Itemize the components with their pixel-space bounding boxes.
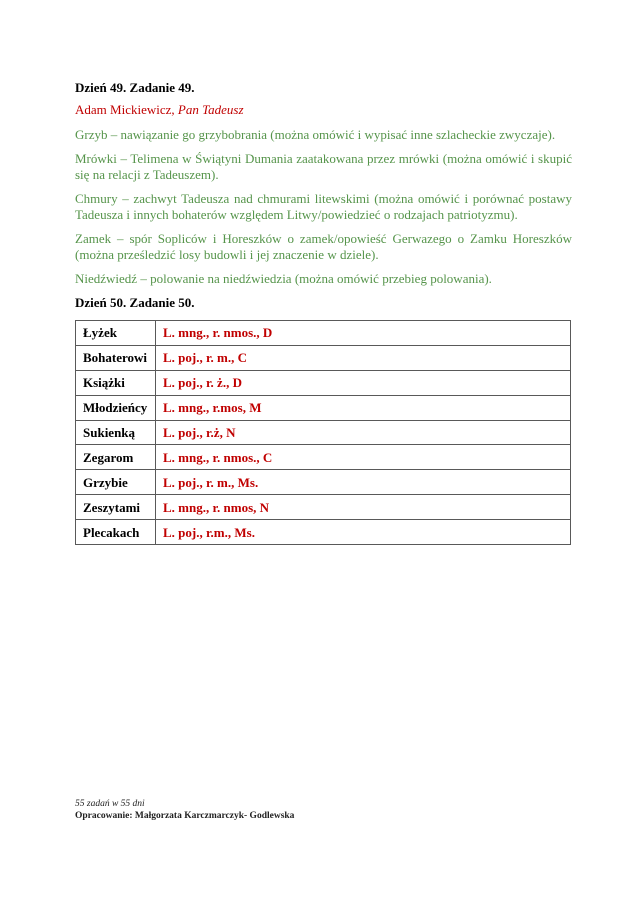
paragraph-mrowki: Mrówki – Telimena w Świątyni Dumania zaatakowana przez mrówki (można omówić i skupić się na relacji z Tadeuszem).	[75, 151, 572, 182]
table-row	[76, 395, 571, 420]
word-cell: Zeszytami	[76, 495, 156, 520]
table-row	[76, 495, 571, 520]
value-cell: L. mng., r. nmos., C	[156, 445, 571, 470]
author-line	[75, 102, 572, 118]
paragraph-chmury: Chmury – zachwyt Tadeusza nad chmurami litewskimi (można omówić i porównać postawy Tadeusza i innych bohaterów względem Litwy/powiedzieć o rodzajach patriotyzmu).	[75, 191, 572, 222]
value-cell: L. poj., r. m., Ms.	[156, 470, 571, 495]
value-cell: L. mng., r. nmos, N	[156, 495, 571, 520]
value-cell: L. mng., r.mos, M	[156, 395, 571, 420]
paragraph-niedzwiedz: Niedźwiedź – polowanie na niedźwiedzia (można omówić przebieg polowania).	[75, 271, 492, 286]
heading-day-50: Dzień 50. Zadanie 50.	[75, 295, 195, 310]
table-row	[76, 345, 571, 370]
word-cell: Plecakach	[76, 520, 156, 545]
document-content	[75, 80, 572, 545]
table-row	[76, 520, 571, 545]
word-cell: Zegarom	[76, 445, 156, 470]
value-cell: L. poj., r.m., Ms.	[156, 520, 571, 545]
word-cell: Książki	[76, 370, 156, 395]
word-cell: Sukienką	[76, 420, 156, 445]
table-row	[76, 420, 571, 445]
value-cell: L. mng., r. nmos., D	[156, 321, 571, 346]
paragraph-zamek: Zamek – spór Sopliców i Horeszków o zamek/opowieść Gerwazego o Zamku Horeszków (można prześledzić losy budowli i jej znaczenie w dziele).	[75, 231, 572, 262]
word-cell: Bohaterowi	[76, 345, 156, 370]
paragraph-grzyb: Grzyb – nawiązanie go grzybobrania (można omówić i wypisać inne szlacheckie zwyczaje).	[75, 127, 556, 142]
table-row	[76, 470, 571, 495]
page-footer	[75, 799, 294, 822]
value-cell: L. poj., r. ż., D	[156, 370, 571, 395]
table-row	[76, 321, 571, 346]
author-name: Adam Mickiewicz,	[75, 102, 178, 117]
word-cell: Grzybie	[76, 470, 156, 495]
word-cell: Łyżek	[76, 321, 156, 346]
table-row	[76, 445, 571, 470]
word-cell: Młodzieńcy	[76, 395, 156, 420]
footer-series-title: 55 zadań w 55 dni	[75, 799, 145, 809]
heading-day-49: Dzień 49. Zadanie 49.	[75, 80, 195, 95]
value-cell: L. poj., r.ż, N	[156, 420, 571, 445]
footer-credit: Opracowanie: Małgorzata Karczmarczyk- Godlewska	[75, 810, 295, 821]
table-row	[76, 370, 571, 395]
value-cell: L. poj., r. m., C	[156, 345, 571, 370]
book-title: Pan Tadeusz	[177, 102, 244, 117]
declension-table	[75, 320, 571, 545]
